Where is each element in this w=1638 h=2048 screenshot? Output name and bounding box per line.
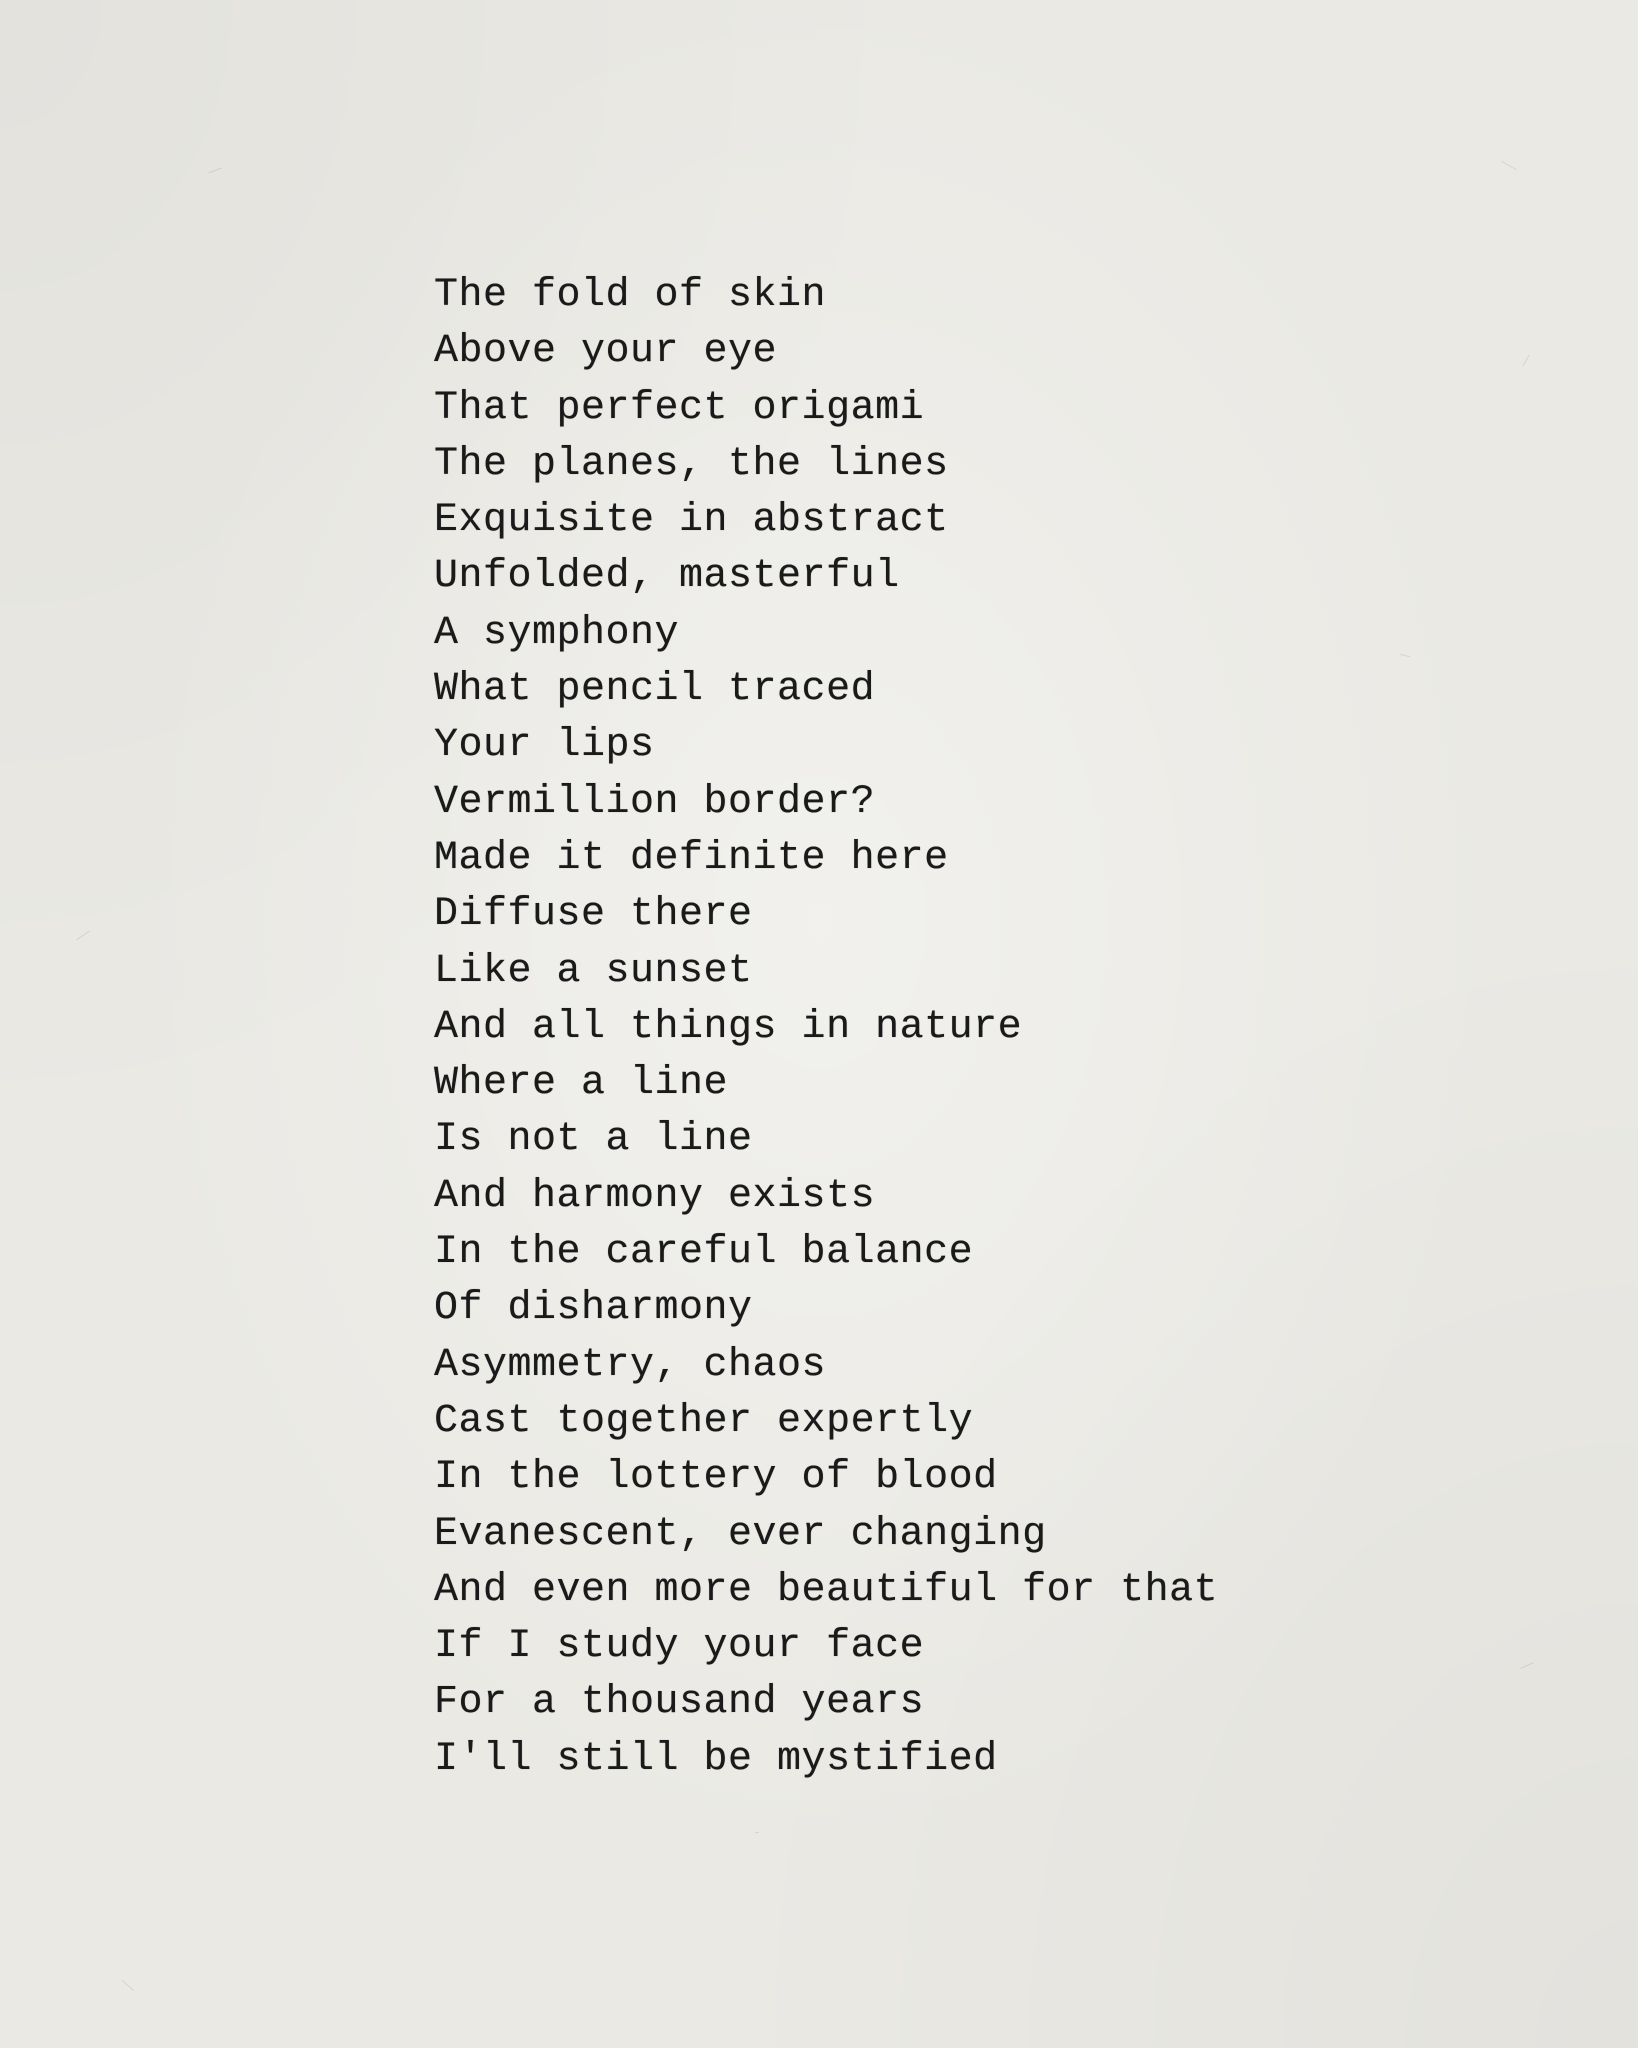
poem-line: The fold of skin (434, 273, 827, 318)
poem-line: Like a sunset (434, 948, 753, 994)
poem-line: In the careful balance (434, 1230, 974, 1276)
poem-line: Evanescent, ever changing (434, 1511, 1047, 1557)
poem-line: Diffuse there (434, 892, 753, 938)
poem-line: A symphony (434, 610, 680, 656)
poem-line: If I study your face (434, 1624, 925, 1670)
poem-line: Cast together expertly (434, 1398, 974, 1444)
poem-line: What pencil traced (434, 667, 876, 713)
poem-line: And even more beautiful for that (434, 1567, 1219, 1613)
poem-line: The planes, the lines (434, 441, 949, 487)
poem-line: Where a line (434, 1061, 729, 1107)
poem-line: Made it definite here (434, 835, 949, 881)
paper-fiber (76, 931, 90, 941)
poem-line: Of disharmony (434, 1286, 753, 1332)
paper-fiber (755, 1832, 759, 1833)
poem-line: For a thousand years (434, 1680, 925, 1726)
poem-line: Unfolded, masterful (434, 554, 900, 600)
poem-line: Exquisite in abstract (434, 498, 949, 544)
poem-line: Asymmetry, chaos (434, 1342, 827, 1388)
paper-fiber (122, 1980, 135, 1991)
paper-fiber (1520, 1662, 1533, 1669)
poem-line: That perfect origami (434, 385, 925, 431)
poem-line: Vermillion border? (434, 779, 876, 825)
poem-text (434, 268, 1218, 1788)
paper-fiber (1501, 161, 1517, 171)
paper-fiber (208, 168, 221, 174)
poem-line: Your lips (434, 723, 655, 769)
poem-line: In the lottery of blood (434, 1455, 998, 1501)
paper-fiber (1523, 355, 1530, 366)
poem-line: Is not a line (434, 1117, 753, 1163)
poem-line: And all things in nature (434, 1004, 1023, 1050)
poem-line: I'll still be mystified (434, 1736, 998, 1782)
poem-line: And harmony exists (434, 1173, 876, 1219)
poem-line: Above your eye (434, 329, 778, 375)
paper-fiber (1400, 654, 1410, 658)
